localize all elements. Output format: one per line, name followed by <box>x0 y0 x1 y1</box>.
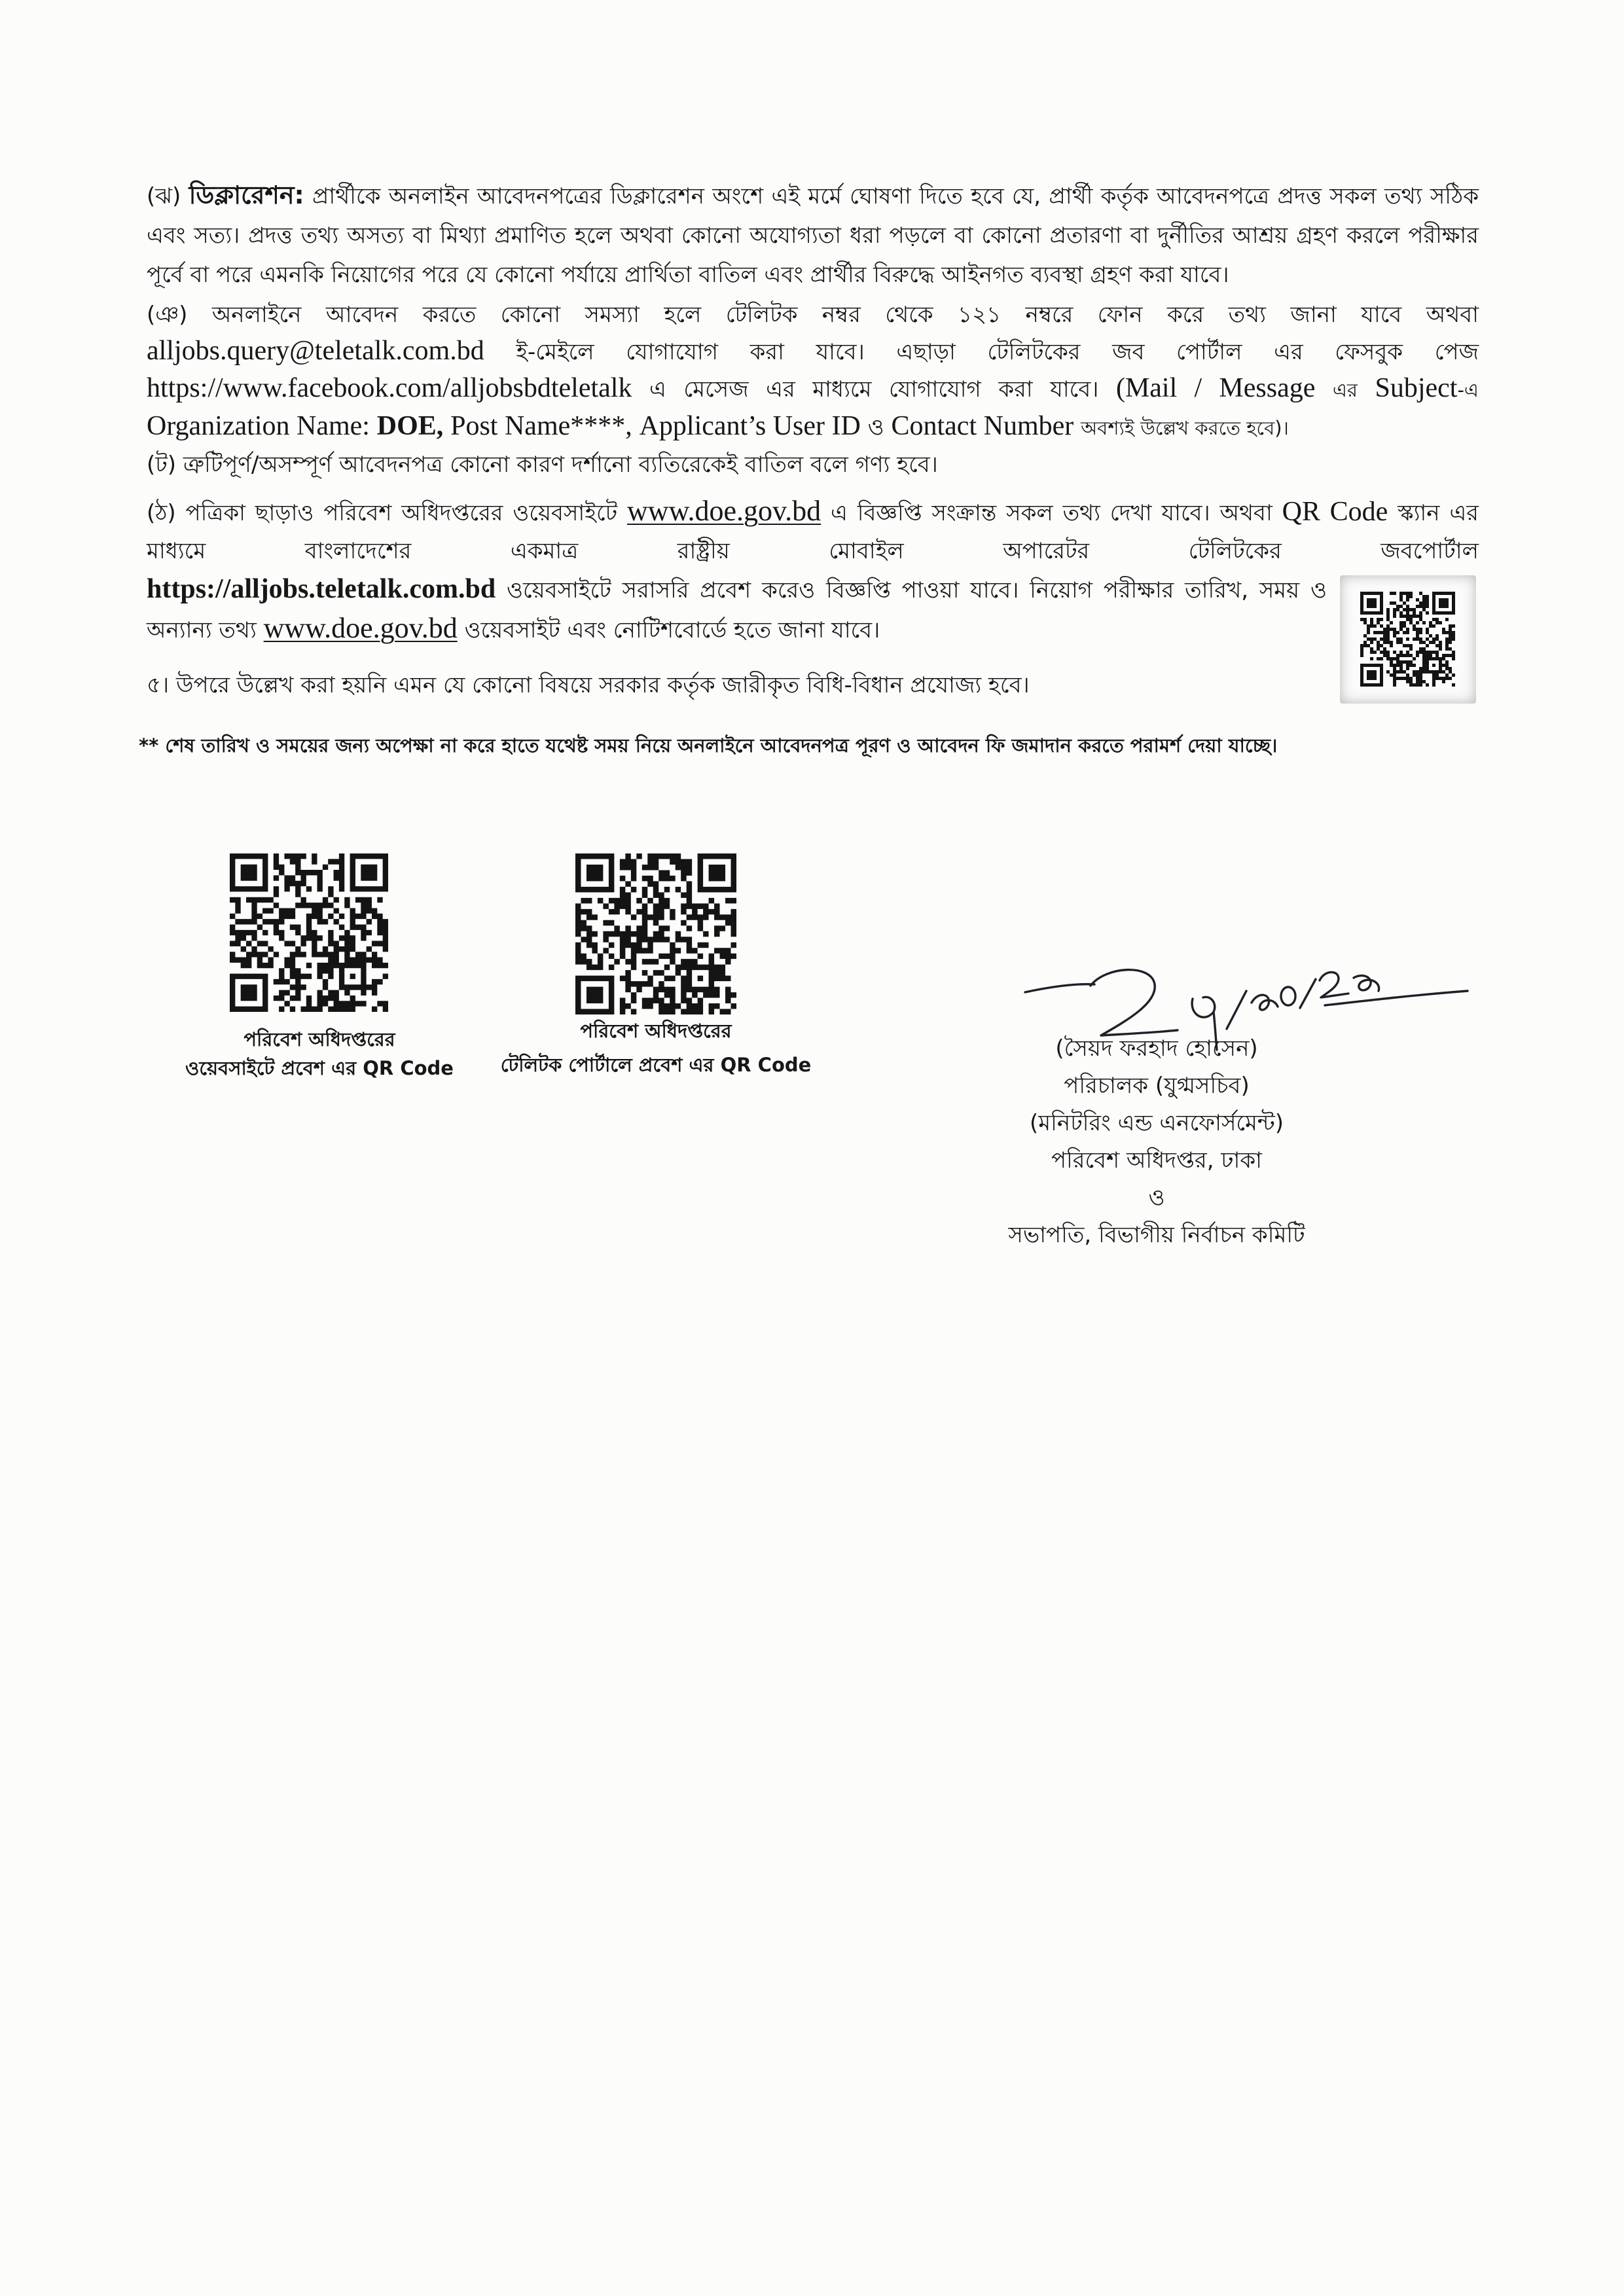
signatory-committee-role: সভাপতি, বিভাগীয় নির্বাচন কমিটি <box>1008 1222 1305 1248</box>
support-text: ও <box>867 414 884 440</box>
qr-caption-title: পরিবেশ অধিদপ্তরের <box>580 1020 732 1042</box>
signature-stroke <box>1227 991 1246 1029</box>
organization-value: DOE, <box>376 411 444 441</box>
support-text: এর <box>1332 379 1358 401</box>
qr-caption-text: ওয়েবসাইটে প্রবেশ এর QR Code <box>185 1057 454 1079</box>
clause-support <box>147 297 1479 446</box>
website-info-text: ওয়েবসাইট এবং নোটিশবোর্ডে হতে জানা যাবে। <box>464 617 880 643</box>
signatory-office: পরিবেশ অধিদপ্তর, ঢাকা <box>1051 1147 1263 1174</box>
website-info-text: স্ক্যান এর মাধ্যমে বাংলাদেশের একমাত্র রাষ্ট্রীয় মোবাইল অপারেটর টেলিটকের জবপোর্টাল <box>147 500 1479 564</box>
subject-suffix: -এ <box>1457 379 1479 401</box>
qr-and-signature-section <box>147 853 1479 1266</box>
signatory-wing: (মনিটরিং এন্ড এনফোর্সমেন্ট) <box>1030 1110 1284 1136</box>
support-closing: অবশ্যই উল্লেখ করতে হবে)। <box>1081 417 1289 439</box>
teletalk-portal-link: https://alljobs.teletalk.com.bd <box>147 574 496 604</box>
qr-modules <box>1360 592 1455 687</box>
teletalk-qr-frame <box>1340 575 1476 704</box>
support-email: alljobs.query@teletalk.com.bd <box>147 336 484 366</box>
facebook-url: https://www.facebook.com/alljobsbdteletalk <box>147 373 632 403</box>
website-info-text: এ বিজ্ঞপ্তি সংক্রান্ত সকল তথ্য দেখা যাবে। অথবা <box>831 500 1272 526</box>
qr-caption-title: পরিবেশ অধিদপ্তরের <box>244 1028 395 1050</box>
website-info-text: ওয়েবসাইটে সরাসরি প্রবেশ করেও বিজ্ঞপ্তি পাওয়া যাবে। নিয়োগ পরীক্ষার তারিখ, সময় ও অন্যান্য তথ্য <box>147 577 1327 643</box>
website-info-text: (ঠ) পত্রিকা ছাড়াও পরিবেশ অধিদপ্তরের ওয়েবসাইটে <box>147 500 618 526</box>
clause-marker: (ঝ) <box>147 183 181 209</box>
doe-website-qr-caption <box>182 1025 457 1083</box>
clause-website-info <box>147 492 1479 649</box>
website-info-second-part <box>147 570 1327 649</box>
clause-general-rule: ৫। উপরে উল্লেখ করা হয়নি এমন যে কোনো বিষয়ে সরকার কর্তৃক জারীকৃত বিধি-বিধান প্রযোজ্য হবে। <box>147 672 1030 698</box>
signature-stroke <box>1300 979 1316 1008</box>
signature-stroke <box>1320 972 1348 997</box>
signature-stroke <box>1025 984 1094 992</box>
doe-website-link: www.doe.gov.bd <box>263 612 458 644</box>
qr-caption-text: টেলিটক পোর্টালে প্রবেশ এর QR Code <box>500 1054 812 1076</box>
signatory-name: (সৈয়দ ফরহাদ হোসেন) <box>1055 1035 1258 1062</box>
qr-code-text: QR Code <box>1282 497 1388 527</box>
declaration-text: প্রার্থীকে অনলাইন আবেদনপত্রের ডিক্লারেশন অংশে এই মর্মে ঘোষণা দিতে হবে যে, প্রার্থী কর্তৃক আবেদনপত্রে প্রদত্ত সকল তথ্য সঠিক এবং সত্য। প্রদত্ত তথ্য অসত্য বা মিথ্যা প্রমাণিত হলে অথবা কোনো অযোগ্যতা ধরা পড়লে বা কোনো প্রতারণা বা দুর্নীতির আশ্রয় গ্রহণ করলে পরীক্ষার পূর্বে বা পরে এমনকি নিয়োগের পরে যে কোনো পর্যায়ে প্রার্থিতা বাতিল এবং প্রার্থীর বিরুদ্ধে আইনগত ব্যবস্থা গ্রহণ করা যাবে। <box>147 183 1479 288</box>
signature-stroke <box>1281 987 1295 1005</box>
doe-website-qr-code <box>230 853 388 1012</box>
clause-incomplete-application: (ট) ত্রুটিপূর্ণ/অসম্পূর্ণ আবেদনপত্র কোনো কারণ দর্শানো ব্যতিরেকেই বাতিল বলে গণ্য হবে। <box>147 452 938 478</box>
user-id-text: Applicant’s User ID <box>639 411 861 441</box>
post-name-text: Post Name****, <box>450 411 632 441</box>
support-text: ই-মেইলে যোগাযোগ করা যাবে। এছাড়া টেলিটকের জব পোর্টাল এর ফেসবুক পেজ <box>516 339 1479 365</box>
signatory-designation: পরিচালক (যুগ্মসচিব) <box>1064 1073 1250 1099</box>
subject-text: Subject <box>1375 373 1458 403</box>
qr-modules <box>575 853 736 1014</box>
teletalk-qr-code <box>1360 592 1455 687</box>
organization-label: Organization Name: <box>147 411 370 441</box>
signatory-conjunction: ও <box>1148 1185 1165 1211</box>
signature-stroke <box>1252 995 1278 1010</box>
teletalk-portal-qr-code <box>575 853 736 1014</box>
support-text: (ঞ) অনলাইনে আবেদন করতে কোনো সমস্যা হলে টেলিটক নম্বর থেকে ১২১ নম্বরে ফোন করে তথ্য জানা যাবে অথবা <box>147 302 1479 328</box>
website-info-first-part <box>147 492 1479 570</box>
contact-number-text: Contact Number <box>891 411 1074 441</box>
clause-declaration <box>147 175 1479 295</box>
qr-modules <box>230 853 388 1012</box>
mail-message-text: (Mail / Message <box>1115 373 1316 403</box>
signature-stroke <box>1091 970 1178 1035</box>
support-text: এ মেসেজ এর মাধ্যমে যোগাযোগ করা যাবে। <box>649 376 1099 403</box>
doe-website-link: www.doe.gov.bd <box>627 495 821 527</box>
teletalk-portal-qr-caption <box>460 1014 852 1082</box>
advice-note: ** শেষ তারিখ ও সময়ের জন্য অপেক্ষা না করে হাতে যথেষ্ট সময় নিয়ে অনলাইনে আবেদনপত্র পূরণ ও আবেদন ফি জমাদান করতে পরামর্শ দেয়া যাচ্ছে। <box>139 734 1278 757</box>
signatory-block <box>928 1030 1386 1254</box>
signature-stroke <box>1354 976 1379 991</box>
declaration-label: ডিক্লারেশন: <box>189 181 304 209</box>
